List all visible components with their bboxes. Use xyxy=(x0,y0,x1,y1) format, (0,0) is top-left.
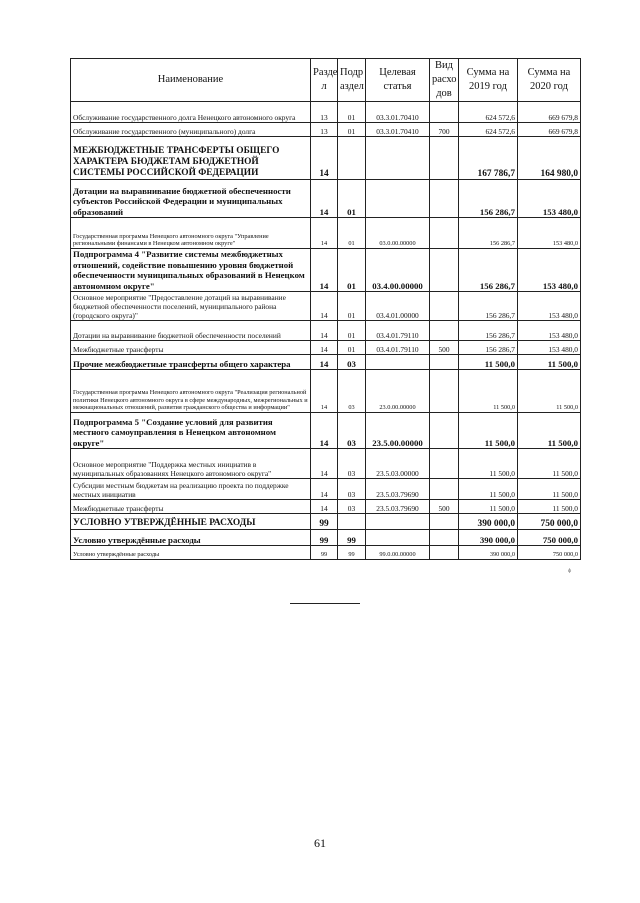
row-vid xyxy=(430,321,459,341)
table-row xyxy=(71,449,581,479)
row-target xyxy=(366,180,430,218)
row-target xyxy=(366,355,430,370)
row-name: Государственная программа Ненецкого автономного округа "Управление региональными финансами в Ненецком автономном округе" xyxy=(71,218,311,249)
row-razdel: 14 xyxy=(311,137,338,180)
row-target: 23.0.00.00000 xyxy=(366,370,430,413)
row-sum-2020: 153 480,0 xyxy=(518,292,581,321)
row-razdel: 99 xyxy=(311,514,338,530)
row-name: Условно утверждённые расходы xyxy=(71,546,311,560)
table-row xyxy=(71,292,581,321)
header-sum-2020: Сумма на 2020 год xyxy=(518,59,581,102)
row-target xyxy=(366,137,430,180)
table-row xyxy=(71,321,581,341)
row-name: Прочие межбюджетные трансферты общего характера xyxy=(71,355,311,370)
row-razdel: 13 xyxy=(311,102,338,123)
row-sum-2020: 750 000,0 xyxy=(518,514,581,530)
header-sum-2019: Сумма на 2019 год xyxy=(459,59,518,102)
corner-mark: ф xyxy=(568,569,572,574)
row-sum-2019: 390 000,0 xyxy=(459,530,518,546)
row-target: 03.0.00.00000 xyxy=(366,218,430,249)
row-sum-2019: 156 286,7 xyxy=(459,218,518,249)
row-name: Основное мероприятие "Предоставление дотаций на выравнивание бюджетной обеспеченности поселений, муниципального района (городского округа)" xyxy=(71,292,311,321)
row-name: Подпрограмма 4 "Развитие системы межбюджетных отношений, содействие повышению уровня бюджетной обеспеченности муниципальных образований в Ненецком автономном округе" xyxy=(71,249,311,292)
table-row-subprogram xyxy=(71,413,581,449)
row-vid xyxy=(430,102,459,123)
table-row-subsection xyxy=(71,530,581,546)
row-vid xyxy=(430,546,459,560)
header-name: Наименование xyxy=(71,59,311,102)
row-sum-2019: 11 500,0 xyxy=(459,500,518,514)
end-rule xyxy=(290,603,360,604)
row-sum-2019: 156 286,7 xyxy=(459,341,518,355)
row-vid xyxy=(430,249,459,292)
row-target: 23.5.03.79690 xyxy=(366,479,430,500)
row-sum-2019: 156 286,7 xyxy=(459,180,518,218)
table-row xyxy=(71,218,581,249)
row-sum-2020: 669 679,8 xyxy=(518,123,581,137)
row-vid xyxy=(430,292,459,321)
row-vid xyxy=(430,355,459,370)
row-target: 99.0.00.00000 xyxy=(366,546,430,560)
row-name: Межбюджетные трансферты xyxy=(71,500,311,514)
table-header-row xyxy=(71,59,581,102)
row-razdel: 13 xyxy=(311,123,338,137)
row-podrazdel: 01 xyxy=(338,321,366,341)
row-vid xyxy=(430,449,459,479)
row-sum-2020: 153 480,0 xyxy=(518,180,581,218)
row-podrazdel xyxy=(338,137,366,180)
row-podrazdel: 01 xyxy=(338,292,366,321)
row-podrazdel: 03 xyxy=(338,479,366,500)
table-row xyxy=(71,102,581,123)
row-target: 03.4.01.79110 xyxy=(366,321,430,341)
row-target: 03.3.01.70410 xyxy=(366,123,430,137)
row-podrazdel: 03 xyxy=(338,370,366,413)
page-number: 61 xyxy=(314,836,326,850)
row-podrazdel: 01 xyxy=(338,102,366,123)
row-razdel: 99 xyxy=(311,546,338,560)
row-podrazdel: 99 xyxy=(338,546,366,560)
row-sum-2020: 11 500,0 xyxy=(518,370,581,413)
row-sum-2020: 164 980,0 xyxy=(518,137,581,180)
row-target xyxy=(366,514,430,530)
table-row xyxy=(71,341,581,355)
row-name: Субсидии местным бюджетам на реализацию проекта по поддержке местных инициатив xyxy=(71,479,311,500)
row-razdel: 14 xyxy=(311,413,338,449)
row-podrazdel: 01 xyxy=(338,341,366,355)
row-sum-2020: 11 500,0 xyxy=(518,413,581,449)
row-vid xyxy=(430,514,459,530)
row-sum-2019: 156 286,7 xyxy=(459,321,518,341)
row-razdel: 14 xyxy=(311,249,338,292)
row-podrazdel: 01 xyxy=(338,123,366,137)
row-sum-2020: 11 500,0 xyxy=(518,500,581,514)
table-row xyxy=(71,479,581,500)
row-target: 23.5.00.00000 xyxy=(366,413,430,449)
row-razdel: 14 xyxy=(311,321,338,341)
row-razdel: 14 xyxy=(311,479,338,500)
row-razdel: 99 xyxy=(311,530,338,546)
row-sum-2020: 750 000,0 xyxy=(518,546,581,560)
row-name: УСЛОВНО УТВЕРЖДЁННЫЕ РАСХОДЫ xyxy=(71,514,311,530)
row-razdel: 14 xyxy=(311,180,338,218)
row-sum-2019: 167 786,7 xyxy=(459,137,518,180)
row-sum-2020: 669 679,8 xyxy=(518,102,581,123)
row-podrazdel: 03 xyxy=(338,449,366,479)
row-name: Основное мероприятие "Поддержка местных инициатив в муниципальных образованиях Ненецкого автономного округа" xyxy=(71,449,311,479)
row-razdel: 14 xyxy=(311,341,338,355)
table-row xyxy=(71,370,581,413)
row-vid xyxy=(430,413,459,449)
row-target xyxy=(366,530,430,546)
budget-table xyxy=(70,58,581,560)
header-target: Целевая статья xyxy=(366,59,430,102)
table-row xyxy=(71,123,581,137)
row-sum-2019: 11 500,0 xyxy=(459,370,518,413)
row-sum-2019: 11 500,0 xyxy=(459,449,518,479)
row-sum-2020: 153 480,0 xyxy=(518,341,581,355)
row-name: Обслуживание государственного (муниципального) долга xyxy=(71,123,311,137)
row-target: 23.5.03.79690 xyxy=(366,500,430,514)
row-razdel: 14 xyxy=(311,500,338,514)
row-name: Подпрограмма 5 "Создание условий для развития местного самоуправления в Ненецком автономном округе" xyxy=(71,413,311,449)
row-sum-2020: 750 000,0 xyxy=(518,530,581,546)
table-row xyxy=(71,500,581,514)
row-podrazdel xyxy=(338,514,366,530)
table-row-subsection xyxy=(71,180,581,218)
row-sum-2019: 156 286,7 xyxy=(459,249,518,292)
row-vid xyxy=(430,180,459,218)
row-sum-2019: 156 286,7 xyxy=(459,292,518,321)
row-target: 03.3.01.70410 xyxy=(366,102,430,123)
row-name: Дотации на выравнивание бюджетной обеспеченности субъектов Российской Федерации и муниципальных образований xyxy=(71,180,311,218)
budget-document xyxy=(70,58,580,560)
header-razdel: Разде л xyxy=(311,59,338,102)
row-vid xyxy=(430,137,459,180)
row-sum-2019: 11 500,0 xyxy=(459,479,518,500)
row-vid xyxy=(430,370,459,413)
row-vid: 700 xyxy=(430,123,459,137)
row-podrazdel: 01 xyxy=(338,249,366,292)
row-name: Государственная программа Ненецкого автономного округа "Реализация региональной политики Ненецкого автономного округа в сфере международных, межрегиональных и межнациональных отношений, развития гражданского общества и информации" xyxy=(71,370,311,413)
header-podrazdel: Подр аздел xyxy=(338,59,366,102)
row-name: Дотации на выравнивание бюджетной обеспеченности поселений xyxy=(71,321,311,341)
row-sum-2020: 153 480,0 xyxy=(518,249,581,292)
table-row-subprogram xyxy=(71,249,581,292)
row-podrazdel: 03 xyxy=(338,413,366,449)
table-row-section xyxy=(71,137,581,180)
row-target: 23.5.03.00000 xyxy=(366,449,430,479)
row-sum-2020: 11 500,0 xyxy=(518,449,581,479)
row-sum-2019: 390 000,0 xyxy=(459,546,518,560)
row-name: МЕЖБЮДЖЕТНЫЕ ТРАНСФЕРТЫ ОБЩЕГО ХАРАКТЕРА БЮДЖЕТАМ БЮДЖЕТНОЙ СИСТЕМЫ РОССИЙСКОЙ ФЕДЕРАЦИИ xyxy=(71,137,311,180)
row-vid: 500 xyxy=(430,500,459,514)
row-podrazdel: 99 xyxy=(338,530,366,546)
row-podrazdel: 01 xyxy=(338,218,366,249)
header-vid: Вид расхо дов xyxy=(430,59,459,102)
table-row-subsection xyxy=(71,355,581,370)
row-podrazdel: 03 xyxy=(338,355,366,370)
row-target: 03.4.00.00000 xyxy=(366,249,430,292)
row-name: Условно утверждённые расходы xyxy=(71,530,311,546)
row-vid xyxy=(430,530,459,546)
row-sum-2020: 153 480,0 xyxy=(518,321,581,341)
row-razdel: 14 xyxy=(311,292,338,321)
row-razdel: 14 xyxy=(311,218,338,249)
table-row-section xyxy=(71,514,581,530)
row-name: Межбюджетные трансферты xyxy=(71,341,311,355)
row-vid: 500 xyxy=(430,341,459,355)
row-vid xyxy=(430,218,459,249)
row-vid xyxy=(430,479,459,500)
row-sum-2020: 11 500,0 xyxy=(518,355,581,370)
row-podrazdel: 01 xyxy=(338,180,366,218)
row-sum-2019: 11 500,0 xyxy=(459,355,518,370)
row-razdel: 14 xyxy=(311,355,338,370)
row-target: 03.4.01.79110 xyxy=(366,341,430,355)
row-sum-2020: 153 480,0 xyxy=(518,218,581,249)
row-sum-2019: 624 572,6 xyxy=(459,102,518,123)
row-razdel: 14 xyxy=(311,449,338,479)
row-razdel: 14 xyxy=(311,370,338,413)
table-row xyxy=(71,546,581,560)
row-target: 03.4.01.00000 xyxy=(366,292,430,321)
row-sum-2019: 390 000,0 xyxy=(459,514,518,530)
row-sum-2019: 624 572,6 xyxy=(459,123,518,137)
row-podrazdel: 03 xyxy=(338,500,366,514)
row-sum-2020: 11 500,0 xyxy=(518,479,581,500)
row-sum-2019: 11 500,0 xyxy=(459,413,518,449)
row-name: Обслуживание государственного долга Ненецкого автономного округа xyxy=(71,102,311,123)
